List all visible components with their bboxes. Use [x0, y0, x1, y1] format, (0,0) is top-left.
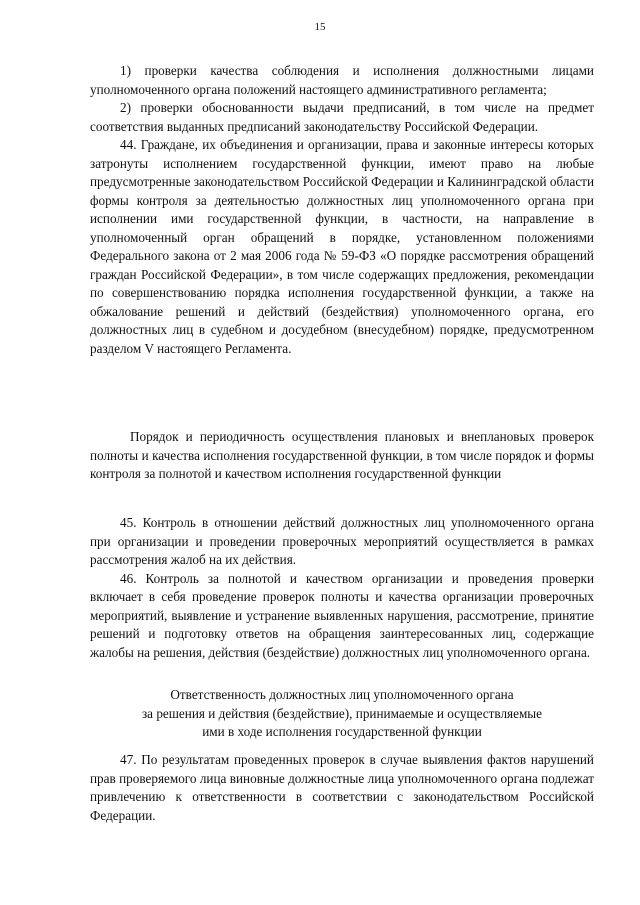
heading-line-1: Ответственность должностных лиц уполномоченного органа: [170, 687, 514, 702]
paragraph-45: 45. Контроль в отношении действий должностных лиц уполномоченного органа при организации и проведении проверочных мероприятий осуществляется в рамках рассмотрения жалоб на их действия.: [90, 515, 594, 567]
section-heading-text: Порядок и периодичность осуществления плановых и внеплановых проверок полноты и качества исполнения государственной функции, в том числе порядок и формы контроля за полнотой и качеством исполнения государственной функции: [90, 429, 594, 481]
text-block-liability: [90, 751, 594, 825]
paragraph-item-2: 2) проверки обоснованности выдачи предписаний, в том числе на предмет соответствия выданных предписаний законодательству Российской Федерации.: [90, 100, 594, 134]
paragraph-46: 46. Контроль за полнотой и качеством организации и проведения проверки включает в себя проведение проверок полноты и качества организации проверочных мероприятий, выявление и устранение выявленных нарушения, рассмотрение, принятие решений и подготовку ответов на обращения заинтересованных лиц, содержащие жалобы на решения, действия (бездействие) должностных лиц уполномоченного органа.: [90, 570, 594, 660]
text-block-control: [90, 514, 594, 662]
page-number: 15: [314, 21, 326, 33]
paragraph-47: 47. По результатам проведенных проверок в случае выявления фактов нарушений прав проверяемого лица виновные должностные лица уполномоченного органа подлежат привлечению к ответственности в соответствии с законодательством Российской Федерации.: [90, 752, 594, 823]
paragraph-44: 44. Граждане, их объединения и организации, права и законные интересы которых затронуты исполнением государственной функции, имеют право на любые предусмотренные законодательством Российской Федерации и Калининградской области формы контроля за деятельностью должностных лиц уполномоченного органа при исполнении ими государственной функции, в частности, на направление в уполномоченный орган обращений в порядке, установленном положениями Федерального закона от 2 мая 2006 года № 59-ФЗ «О порядке рассмотрения обращений граждан Российской Федерации», в том числе содержащих предложения, рекомендации по совершенствованию порядка исполнения государственной функции, а также на обжалование решений и действий (бездействия) уполномоченного органа, его должностных лиц в судебном и досудебном (внесудебном) порядке, предусмотренном разделом V настоящего Регламента.: [90, 137, 594, 356]
heading-line-3: ими в ходе исполнения государственной функции: [202, 724, 482, 739]
section-heading-inspection-procedure: [90, 428, 594, 484]
heading-line-2: за решения и действия (бездействие), принимаемые и осуществляемые: [141, 705, 543, 721]
paragraph-item-1: 1) проверки качества соблюдения и исполнения должностными лицами уполномоченного органа положений настоящего административного регламента;: [90, 63, 594, 97]
section-heading-responsibility: [90, 686, 594, 742]
text-block-inspections: [90, 62, 594, 358]
